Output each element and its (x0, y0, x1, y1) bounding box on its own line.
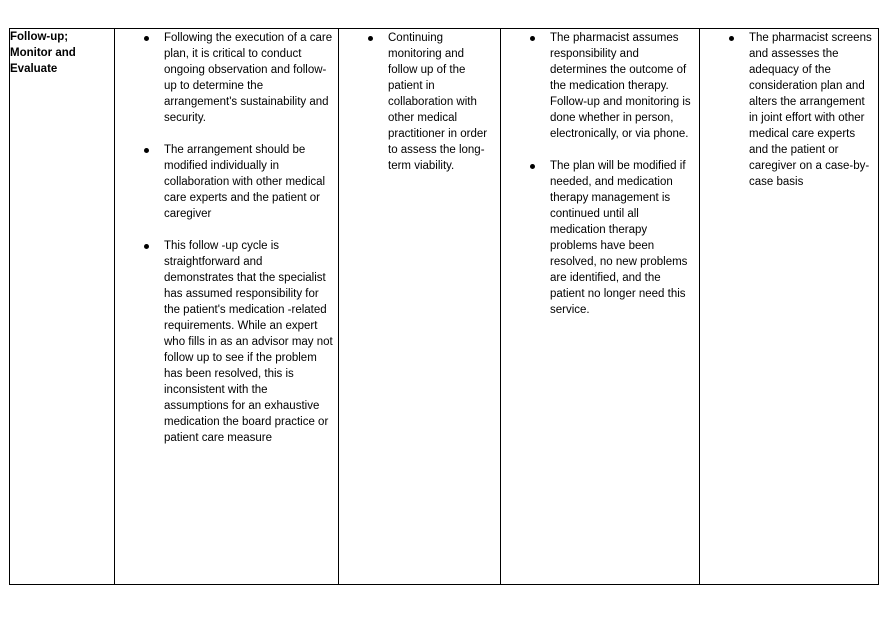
row-label-line: Monitor and (10, 47, 76, 59)
table-cell-col3 (501, 29, 700, 585)
table-cell-col4 (700, 29, 879, 585)
row-label-line: Evaluate (10, 63, 58, 75)
list-item (115, 142, 338, 222)
bullet-list (339, 29, 500, 174)
list-item (501, 158, 699, 318)
list-item (700, 30, 878, 190)
table-cell-col1 (115, 29, 339, 585)
bullet-icon (729, 36, 734, 41)
list-item-text: Following the execution of a care plan, it is critical to conduct ongoing observation and follow-up to determine the arrangement's sustainability and security. (164, 32, 333, 124)
table-cell-col2 (339, 29, 501, 585)
bullet-list (501, 29, 699, 318)
list-item (115, 238, 338, 446)
list-item-text: The pharmacist screens and assesses the adequacy of the consideration plan and alters the arrangement in joint effort with other medical care experts and the patient or caregiver on a case-by-case basis (749, 32, 872, 188)
bullet-icon (144, 148, 149, 153)
list-item (115, 30, 338, 126)
list-item-text: This follow -up cycle is straightforward and demonstrates that the specialist has assumed responsibility for the patient's medication -related requirements. While an expert who fills in as an advisor may not follow up to see if the problem has been resolved, this is inconsistent with the assumptions for an exhaustive medication the board practice or patient care measure (164, 240, 333, 444)
table-row (10, 29, 879, 585)
bullet-list (700, 29, 878, 190)
list-item-text: The plan will be modified if needed, and medication therapy management is continued until all medication therapy problems have been resolved, no new problems are identified, and the patient no longer need this service. (550, 160, 688, 316)
list-item-text: The arrangement should be modified individually in collaboration with other medical care experts and the patient or caregiver (164, 144, 326, 220)
bullet-icon (144, 244, 149, 249)
bullet-icon (368, 36, 373, 41)
list-item (339, 30, 500, 174)
comparison-table (9, 28, 879, 585)
list-item-text: The pharmacist assumes responsibility and determines the outcome of the medication therapy. Follow-up and monitoring is done whether in person, electronically, or via phone. (550, 32, 691, 140)
bullet-icon (144, 36, 149, 41)
bullet-icon (530, 36, 535, 41)
list-item (501, 30, 699, 142)
bullet-icon (530, 164, 535, 169)
row-label-line: Follow-up; (10, 31, 69, 43)
list-item-text: Continuing monitoring and follow up of the patient in collaboration with other medical practitioner in order to assess the long-term viability. (388, 32, 488, 172)
row-label-cell (10, 29, 115, 585)
bullet-list (115, 29, 338, 446)
